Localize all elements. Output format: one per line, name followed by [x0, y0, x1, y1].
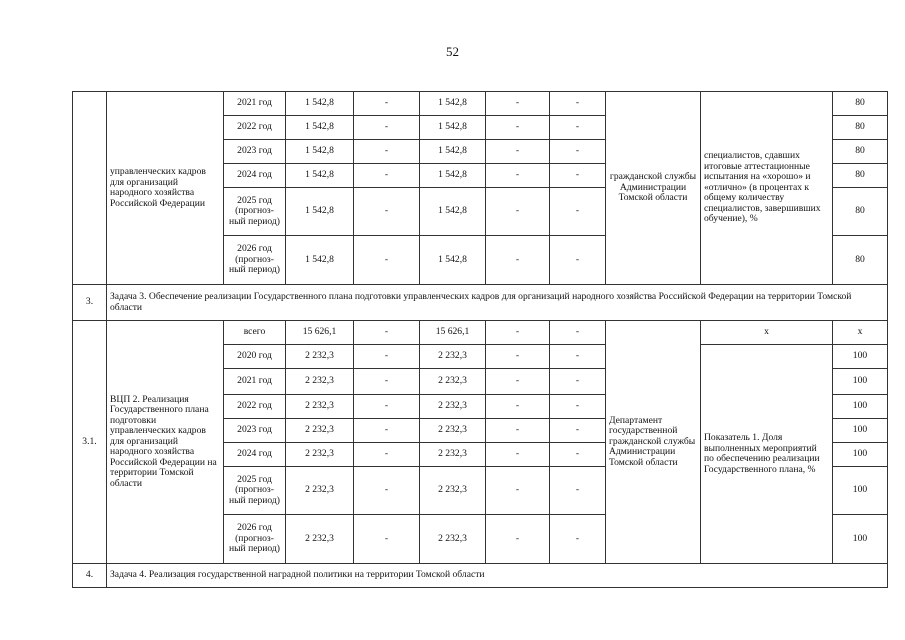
total-cell: 1 542,8 — [286, 92, 354, 116]
extra-cell: - — [550, 140, 606, 164]
total-cell: 1 542,8 — [286, 140, 354, 164]
total-cell: 2 232,3 — [286, 443, 354, 467]
extra-cell: - — [550, 369, 606, 395]
total-cell: 2 232,3 — [286, 345, 354, 369]
regional-cell: 2 232,3 — [420, 345, 486, 369]
task-row — [73, 564, 888, 588]
total-cell: 2 232,3 — [286, 369, 354, 395]
federal-cell: - — [354, 140, 420, 164]
local-cell: - — [486, 92, 550, 116]
regional-cell: 1 542,8 — [420, 140, 486, 164]
extra-cell: - — [550, 321, 606, 345]
total-cell: 2 232,3 — [286, 395, 354, 419]
program-name-cell: управленческих кадров для организаций народного хозяйства Российской Федерации — [107, 92, 224, 285]
executor-cell: гражданской службы Администрации Томской области — [606, 92, 701, 285]
extra-cell: - — [550, 467, 606, 515]
year-cell: 2022 год — [224, 395, 286, 419]
value-cell: 80 — [833, 116, 888, 140]
local-cell: - — [486, 443, 550, 467]
value-cell: 100 — [833, 345, 888, 369]
federal-cell: - — [354, 92, 420, 116]
local-cell: - — [486, 369, 550, 395]
extra-cell: - — [550, 116, 606, 140]
regional-cell: 1 542,8 — [420, 116, 486, 140]
extra-cell: - — [550, 188, 606, 236]
value-cell: 80 — [833, 236, 888, 285]
indicator-cell: специалистов, сдавших итоговые аттестационные испытания на «хорошо» и «отлично» (в процентах к общему количеству специалистов, завершивших обучение), % — [701, 92, 833, 285]
value-cell: 100 — [833, 515, 888, 564]
extra-cell: - — [550, 515, 606, 564]
value-cell: 80 — [833, 140, 888, 164]
regional-cell: 1 542,8 — [420, 164, 486, 188]
regional-cell: 2 232,3 — [420, 369, 486, 395]
federal-cell: - — [354, 369, 420, 395]
regional-cell: 2 232,3 — [420, 419, 486, 443]
value-cell: 80 — [833, 188, 888, 236]
federal-cell: - — [354, 116, 420, 140]
year-cell: 2025 год (прогноз-ный период) — [224, 188, 286, 236]
extra-cell: - — [550, 443, 606, 467]
task-title: Задача 3. Обеспечение реализации Государственного плана подготовки управленческих кадров для организаций народного хозяйства Российской Федерации на территории Томской области — [107, 285, 888, 321]
executor-cell: Департамент государственной гражданской службы Администрации Томской области — [606, 321, 701, 564]
local-cell: - — [486, 188, 550, 236]
year-cell: 2021 год — [224, 92, 286, 116]
task-row — [73, 285, 888, 321]
year-cell: 2021 год — [224, 369, 286, 395]
table-row — [73, 92, 888, 116]
regional-cell: 2 232,3 — [420, 395, 486, 419]
indicator-cell: х — [701, 321, 833, 345]
extra-cell: - — [550, 395, 606, 419]
year-cell: 2024 год — [224, 443, 286, 467]
task-title: Задача 4. Реализация государственной наградной политики на территории Томской области — [107, 564, 888, 588]
local-cell: - — [486, 395, 550, 419]
federal-cell: - — [354, 188, 420, 236]
federal-cell: - — [354, 419, 420, 443]
indicator-cell: Показатель 1. Доля выполненных мероприятий по обеспечению реализации Государственного плана, % — [701, 345, 833, 564]
extra-cell: - — [550, 419, 606, 443]
year-cell: 2024 год — [224, 164, 286, 188]
num-cell: 3.1. — [73, 321, 107, 564]
value-cell: 100 — [833, 395, 888, 419]
federal-cell: - — [354, 443, 420, 467]
task-number: 4. — [73, 564, 107, 588]
value-cell: 100 — [833, 467, 888, 515]
regional-cell: 1 542,8 — [420, 188, 486, 236]
extra-cell: - — [550, 92, 606, 116]
total-cell: 1 542,8 — [286, 236, 354, 285]
regional-cell: 1 542,8 — [420, 236, 486, 285]
table-row — [73, 321, 888, 345]
year-cell: всего — [224, 321, 286, 345]
year-cell: 2026 год (прогноз-ный период) — [224, 236, 286, 285]
year-cell: 2023 год — [224, 419, 286, 443]
extra-cell: - — [550, 164, 606, 188]
local-cell: - — [486, 467, 550, 515]
local-cell: - — [486, 321, 550, 345]
value-cell: 80 — [833, 92, 888, 116]
total-cell: 15 626,1 — [286, 321, 354, 345]
extra-cell: - — [550, 345, 606, 369]
local-cell: - — [486, 140, 550, 164]
extra-cell: - — [550, 236, 606, 285]
local-cell: - — [486, 419, 550, 443]
federal-cell: - — [354, 345, 420, 369]
federal-cell: - — [354, 515, 420, 564]
value-cell: 100 — [833, 419, 888, 443]
total-cell: 1 542,8 — [286, 116, 354, 140]
value-cell: 100 — [833, 369, 888, 395]
program-name-cell: ВЦП 2. Реализация Государственного плана подготовки управленческих кадров для организаций народного хозяйства Российской Федерации на территории Томской области — [107, 321, 224, 564]
year-cell: 2026 год (прогноз-ный период) — [224, 515, 286, 564]
federal-cell: - — [354, 164, 420, 188]
value-cell: 100 — [833, 443, 888, 467]
federal-cell: - — [354, 321, 420, 345]
page-number: 52 — [446, 44, 459, 59]
local-cell: - — [486, 345, 550, 369]
federal-cell: - — [354, 467, 420, 515]
local-cell: - — [486, 236, 550, 285]
federal-cell: - — [354, 236, 420, 285]
task-number: 3. — [73, 285, 107, 321]
year-cell: 2025 год (прогноз-ный период) — [224, 467, 286, 515]
regional-cell: 2 232,3 — [420, 515, 486, 564]
program-table — [72, 91, 888, 588]
regional-cell: 1 542,8 — [420, 92, 486, 116]
federal-cell: - — [354, 395, 420, 419]
local-cell: - — [486, 515, 550, 564]
value-cell: х — [833, 321, 888, 345]
total-cell: 2 232,3 — [286, 419, 354, 443]
value-cell: 80 — [833, 164, 888, 188]
local-cell: - — [486, 116, 550, 140]
year-cell: 2023 год — [224, 140, 286, 164]
year-cell: 2020 год — [224, 345, 286, 369]
local-cell: - — [486, 164, 550, 188]
year-cell: 2022 год — [224, 116, 286, 140]
total-cell: 2 232,3 — [286, 467, 354, 515]
regional-cell: 2 232,3 — [420, 467, 486, 515]
num-cell — [73, 92, 107, 285]
regional-cell: 15 626,1 — [420, 321, 486, 345]
total-cell: 1 542,8 — [286, 164, 354, 188]
total-cell: 1 542,8 — [286, 188, 354, 236]
regional-cell: 2 232,3 — [420, 443, 486, 467]
total-cell: 2 232,3 — [286, 515, 354, 564]
